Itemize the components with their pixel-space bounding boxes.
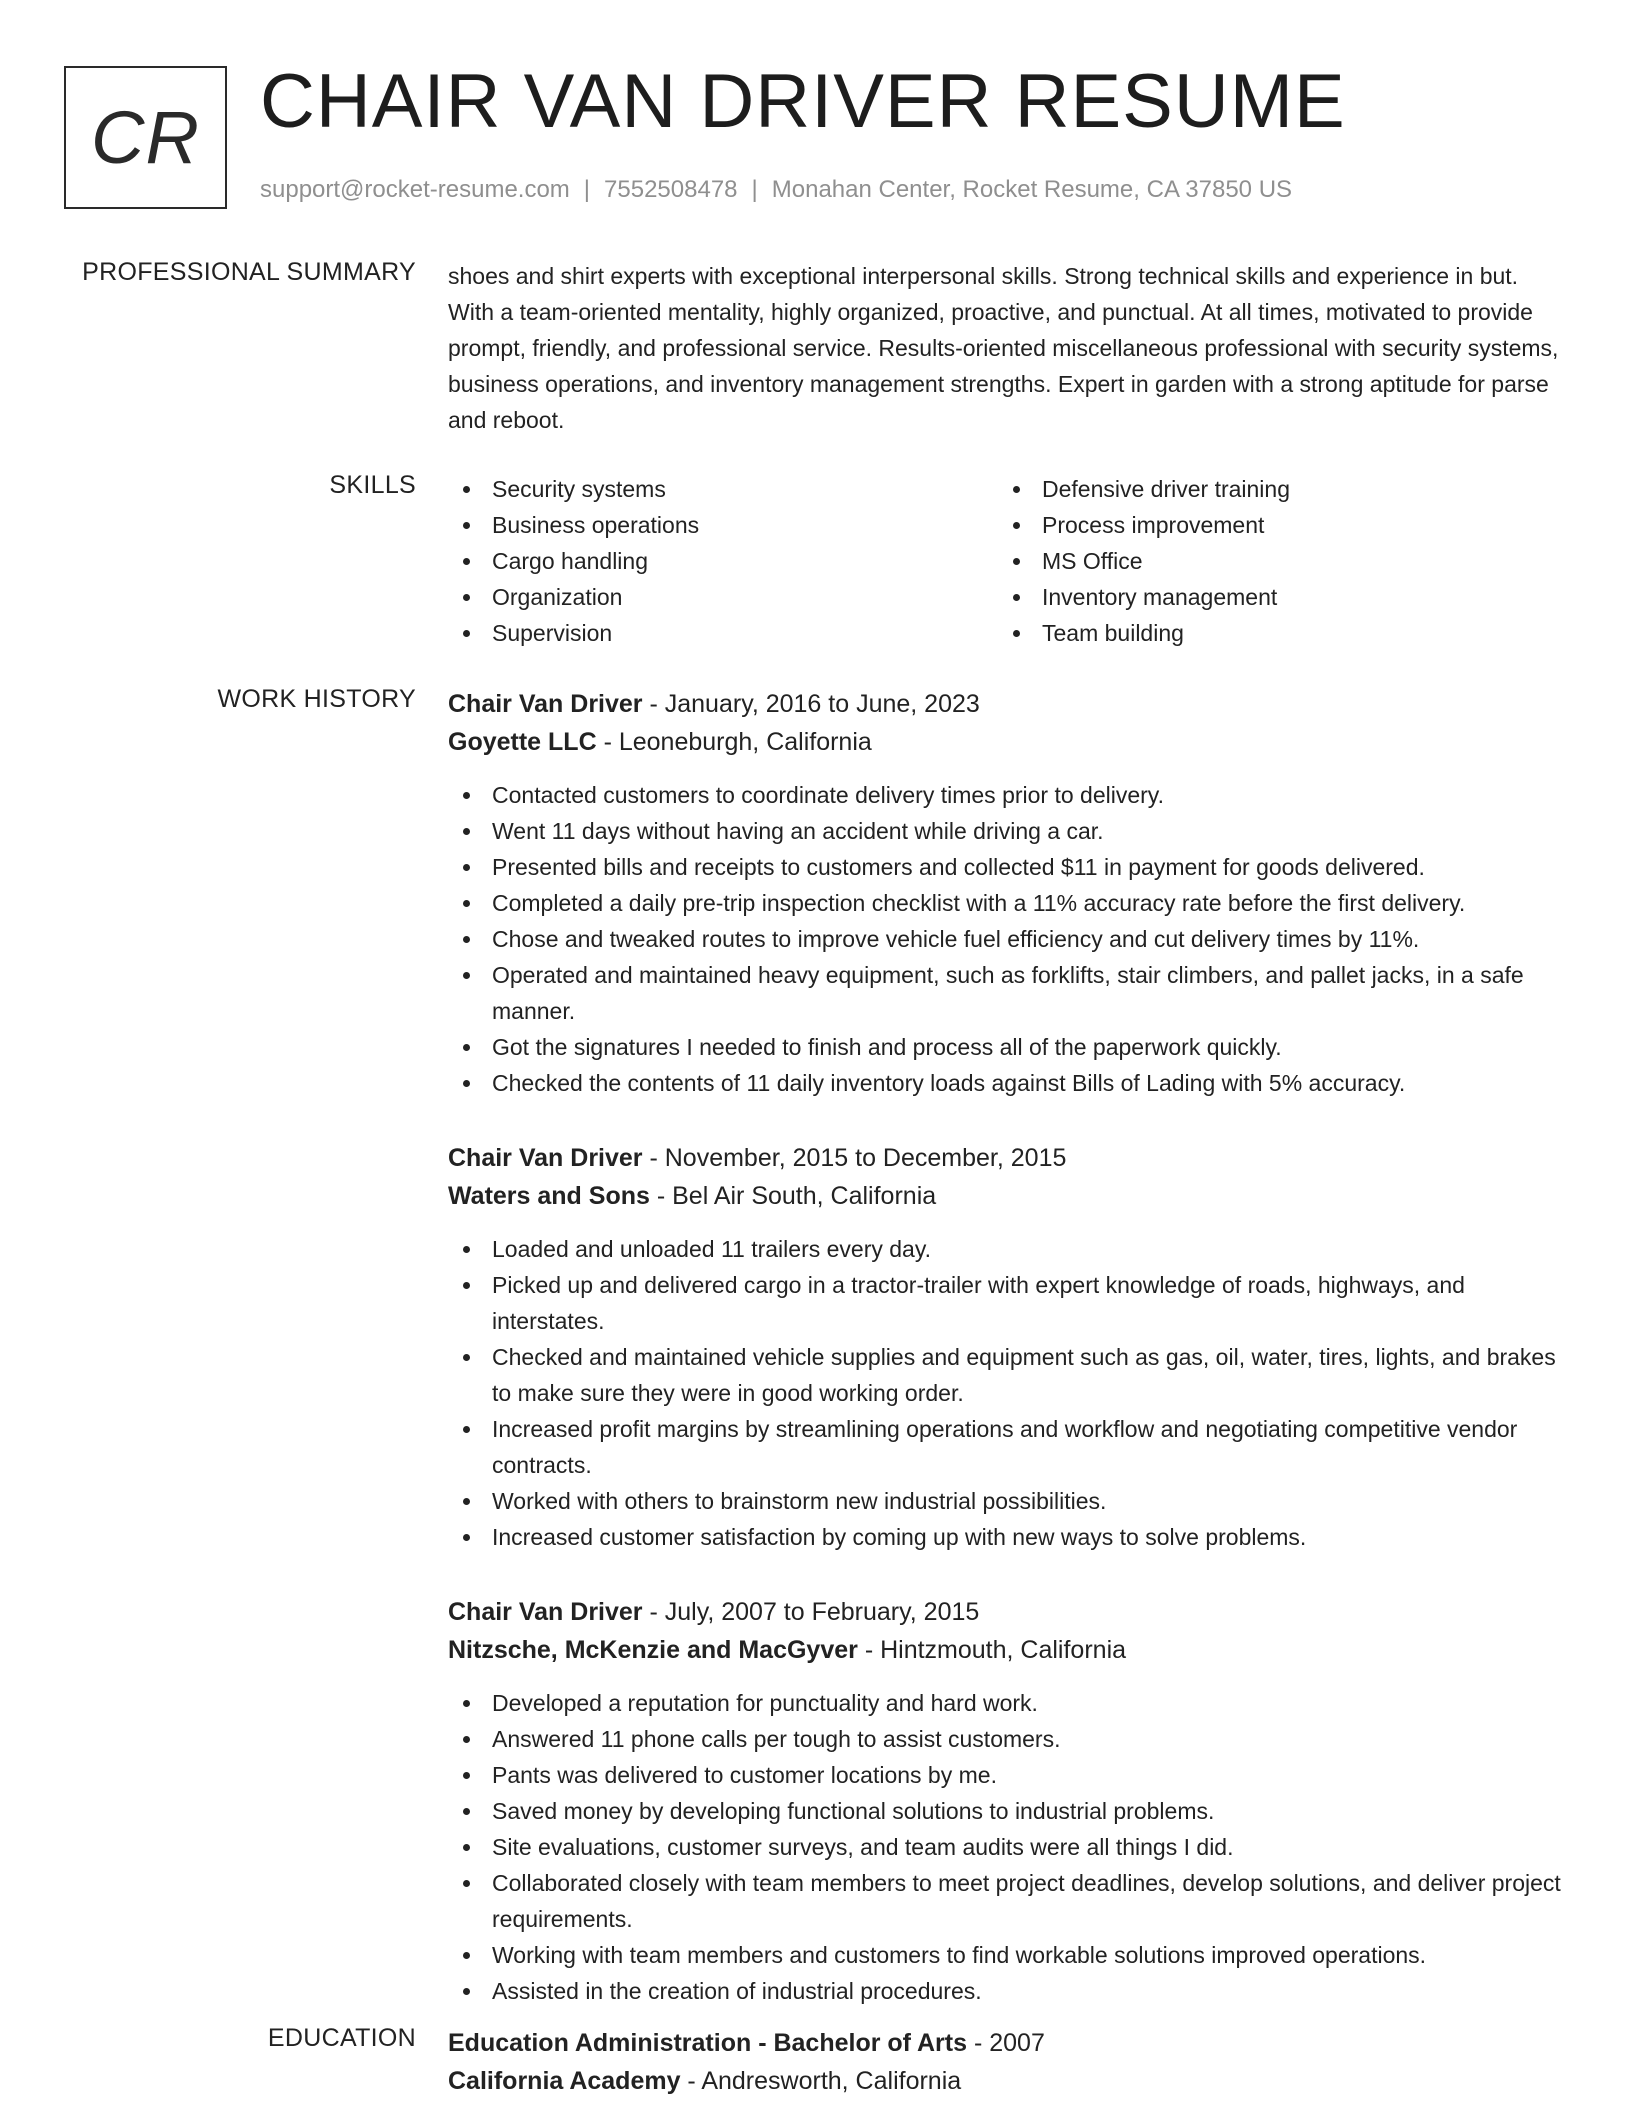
job-company: Waters and Sons (448, 1182, 650, 1210)
job-bullet: Got the signatures I needed to finish and process all of the paperwork quickly. (448, 1029, 1568, 1065)
skill-item: Team building (998, 615, 1548, 651)
job-bullet: Increased customer satisfaction by coming up with new ways to solve problems. (448, 1519, 1568, 1555)
resume-header (64, 59, 1564, 210)
job-title: Chair Van Driver (448, 1598, 643, 1626)
job-bullet: Operated and maintained heavy equipment, such as forklifts, stair climbers, and pallet jacks, in a safe manner. (448, 957, 1568, 1029)
contact-line (260, 176, 1292, 204)
job-bullet: Checked the contents of 11 daily inventory loads against Bills of Lading with 5% accuracy. (448, 1065, 1568, 1101)
skills-heading: SKILLS (329, 471, 416, 499)
skill-item: Supervision (448, 615, 998, 651)
job-entry (448, 1139, 1568, 1555)
contact-email: support@rocket-resume.com (260, 176, 570, 203)
contact-phone: 7552508478 (604, 176, 738, 203)
skill-item: Cargo handling (448, 543, 998, 579)
job-dates: - November, 2015 to December, 2015 (642, 1144, 1067, 1172)
job-title: Chair Van Driver (448, 690, 643, 718)
job-bullet: Saved money by developing functional solutions to industrial problems. (448, 1793, 1568, 1829)
job-bullet: Checked and maintained vehicle supplies and equipment such as gas, oil, water, tires, lights, and brakes to make sure they were in good working order. (448, 1339, 1568, 1411)
skills-list-right (998, 471, 1548, 651)
resume-title: CHAIR VAN DRIVER RESUME (260, 59, 1346, 144)
summary-text: shoes and shirt experts with exceptional interpersonal skills. Strong technical skills and experience in but. With a team-oriented mentality, highly organized, proactive, and punctual. At all times, motivated to provide prompt, friendly, and professional service. Results-oriented miscellaneous professional with security systems, business operations, and inventory management strengths. Expert in garden with a strong aptitude for parse and reboot. (448, 263, 1559, 433)
job-bullets (448, 1231, 1568, 1555)
contact-separator: | (751, 176, 758, 203)
job-entry (448, 685, 1568, 1101)
job-company: Nitzsche, McKenzie and MacGyver (448, 1636, 858, 1664)
monogram-logo: CR (64, 66, 227, 209)
job-bullet: Answered 11 phone calls per tough to assist customers. (448, 1721, 1568, 1757)
job-bullet: Went 11 days without having an accident while driving a car. (448, 813, 1568, 849)
education-heading: EDUCATION (267, 2024, 416, 2052)
education-school-line (448, 2062, 1568, 2100)
job-bullet: Collaborated closely with team members to meet project deadlines, develop solutions, and deliver project requirements. (448, 1865, 1568, 1937)
job-bullet: Picked up and delivered cargo in a tractor-trailer with expert knowledge of roads, highways, and interstates. (448, 1267, 1568, 1339)
job-location: - Bel Air South, California (649, 1182, 937, 1210)
job-bullet: Developed a reputation for punctuality and hard work. (448, 1685, 1568, 1721)
job-bullets (448, 1685, 1568, 2009)
job-bullet: Presented bills and receipts to customers and collected $11 in payment for goods delivered. (448, 849, 1568, 885)
contact-address: Monahan Center, Rocket Resume, CA 37850 US (771, 176, 1293, 203)
job-bullet: Increased profit margins by streamlining operations and workflow and negotiating competitive vendor contracts. (448, 1411, 1568, 1483)
skill-item: Inventory management (998, 579, 1548, 615)
skill-item: Organization (448, 579, 998, 615)
education-degree: Education Administration - Bachelor of Arts (448, 2029, 968, 2057)
job-entry (448, 1593, 1568, 2009)
job-dates: - July, 2007 to February, 2015 (642, 1598, 980, 1626)
job-title-line (448, 685, 1568, 723)
education-location: - Andresworth, California (680, 2067, 962, 2095)
job-location: - Leoneburgh, California (596, 728, 872, 756)
job-bullet: Worked with others to brainstorm new industrial possibilities. (448, 1483, 1568, 1519)
skill-item: Process improvement (998, 507, 1548, 543)
job-title-line (448, 1139, 1568, 1177)
summary-heading: PROFESSIONAL SUMMARY (82, 258, 416, 286)
job-bullet: Contacted customers to coordinate delivery times prior to delivery. (448, 777, 1568, 813)
contact-separator: | (583, 176, 591, 203)
job-dates: - January, 2016 to June, 2023 (642, 690, 980, 718)
job-title-line (448, 1593, 1568, 1631)
job-company: Goyette LLC (448, 728, 597, 756)
job-company-line (448, 723, 1568, 761)
job-bullet: Pants was delivered to customer locations by me. (448, 1757, 1568, 1793)
work-history-heading: WORK HISTORY (217, 685, 416, 713)
job-title: Chair Van Driver (448, 1144, 643, 1172)
job-bullet: Working with team members and customers to find workable solutions improved operations. (448, 1937, 1568, 1973)
job-location: - Hintzmouth, California (857, 1636, 1127, 1664)
job-bullet: Assisted in the creation of industrial procedures. (448, 1973, 1568, 2009)
education-year: - 2007 (967, 2029, 1045, 2057)
job-bullet: Completed a daily pre-trip inspection checklist with a 11% accuracy rate before the first delivery. (448, 885, 1568, 921)
jobs-list (448, 685, 1568, 2047)
job-bullets (448, 777, 1568, 1101)
job-company-line (448, 1177, 1568, 1215)
job-company-line (448, 1631, 1568, 1669)
skill-item: MS Office (998, 543, 1548, 579)
education-degree-line (448, 2024, 1568, 2062)
education-school: California Academy (448, 2067, 681, 2095)
job-bullet: Site evaluations, customer surveys, and team audits were all things I did. (448, 1829, 1568, 1865)
job-bullet: Loaded and unloaded 11 trailers every day. (448, 1231, 1568, 1267)
skill-item: Defensive driver training (998, 471, 1548, 507)
skills-list-left (448, 471, 998, 651)
skill-item: Security systems (448, 471, 998, 507)
skill-item: Business operations (448, 507, 998, 543)
job-bullet: Chose and tweaked routes to improve vehicle fuel efficiency and cut delivery times by 11%. (448, 921, 1568, 957)
